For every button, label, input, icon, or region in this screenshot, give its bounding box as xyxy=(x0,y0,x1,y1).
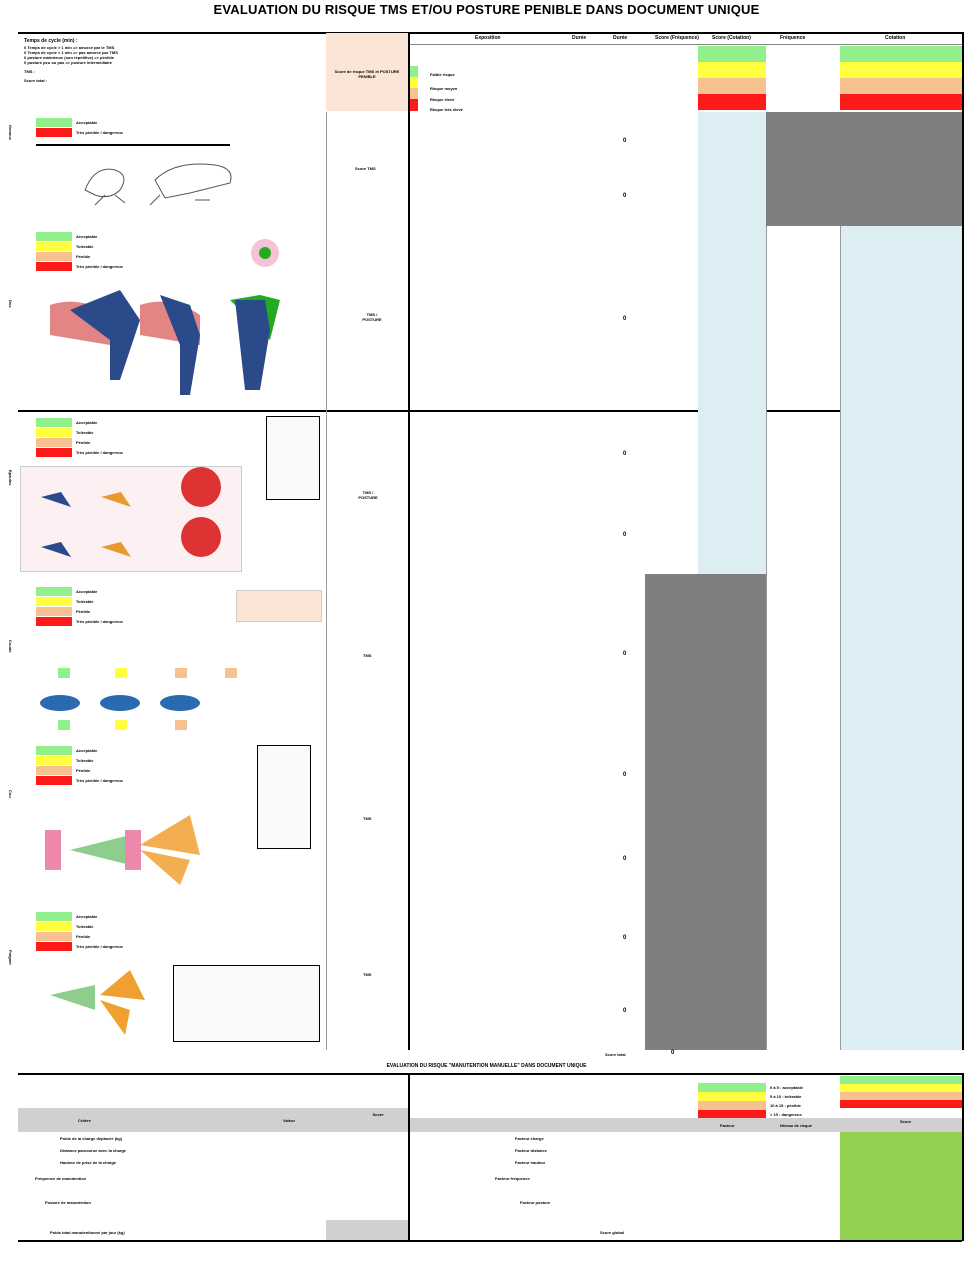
intro-block: Temps de cycle (min) : 0 Temps de cycle > 1 min => amorce par le TMS 0 Temps de cycle < 1 min => pas amorcé par TMS 0 posture maintenue (non répétitive) => pénible 0 posture peu ou pas => posture intermédiaire TMS : Score total : xyxy=(24,38,118,83)
cotation-legend xyxy=(698,46,766,110)
manutention-gray-cell xyxy=(326,1220,408,1240)
col-header-4: Score (Fréquence) xyxy=(655,35,699,41)
wrist-posture-image xyxy=(173,965,320,1042)
section-label-coude: Coude xyxy=(8,640,13,653)
manutention-title: EVALUATION DU RISQUE "MANUTENTION MANUELLE" DANS DOCUMENT UNIQUE xyxy=(386,1063,587,1069)
score-zero: 0 xyxy=(623,772,627,778)
col-header-3: Durée xyxy=(613,35,628,41)
neck-angle-illustration xyxy=(30,805,200,885)
neck-photo xyxy=(236,590,322,622)
peach-score-cell: Score de risque TMS et POSTURE PENIBLE xyxy=(326,33,408,111)
elbow-illustration xyxy=(30,630,320,735)
section-label-cou: Cou xyxy=(8,790,13,798)
shoulder-illustration xyxy=(20,466,242,572)
score-zero: 0 xyxy=(623,856,627,862)
manutention-risk-legend xyxy=(698,1083,766,1119)
col-header-5: Score (Cotation) xyxy=(712,35,751,41)
shoulder-posture-image xyxy=(266,416,320,500)
score-zero: 0 xyxy=(623,451,627,457)
page-title: EVALUATION DU RISQUE TMS ET/OU POSTURE PENIBLE DANS DOCUMENT UNIQUE xyxy=(213,2,760,17)
dos-figures-illustration xyxy=(30,235,300,400)
col-header-6: Fréquence xyxy=(780,35,806,41)
col-header-2: Durée xyxy=(572,35,587,41)
wrist-angle-illustration xyxy=(30,965,160,1035)
score-zero: 0 xyxy=(623,532,627,538)
section-divider xyxy=(18,410,962,412)
section-label-epaules: Epaules xyxy=(8,470,13,486)
score-zero: 0 xyxy=(623,316,627,322)
score-column xyxy=(840,226,962,1050)
section-label-poignet: Poignet xyxy=(8,950,13,965)
header-color-strip xyxy=(410,66,418,111)
score-legend xyxy=(840,46,962,110)
score-zero: 0 xyxy=(623,193,627,199)
col-header-1: Exposition xyxy=(475,35,501,41)
score-zero: 0 xyxy=(623,651,627,657)
manutention-right-header: Facteur Niveau de risque Score xyxy=(410,1118,962,1132)
score-zero: 0 xyxy=(623,935,627,941)
gray-block-bottom xyxy=(645,574,767,1050)
kneeling-illustration xyxy=(45,150,275,212)
frame-right xyxy=(962,32,964,1050)
neck-posture-image xyxy=(257,745,311,849)
manutention-score-green xyxy=(840,1132,962,1240)
manutention-left-header: Critère Valeur Score xyxy=(18,1108,408,1132)
score-zero: 0 xyxy=(623,1008,627,1014)
col-header-7: Cotation xyxy=(885,35,906,41)
total-value: 0 xyxy=(671,1050,675,1056)
frame-top xyxy=(18,32,962,34)
score-zero: 0 xyxy=(623,138,627,144)
frame-middle-divider xyxy=(408,32,410,1050)
section-label-dos: Dos xyxy=(8,300,13,308)
cotation-column-top xyxy=(698,112,766,574)
gray-block-top xyxy=(766,112,962,226)
manutention-score-legend xyxy=(840,1076,962,1108)
section-label-genoux: Genoux xyxy=(8,125,13,140)
total-label: Score total xyxy=(605,1052,626,1057)
